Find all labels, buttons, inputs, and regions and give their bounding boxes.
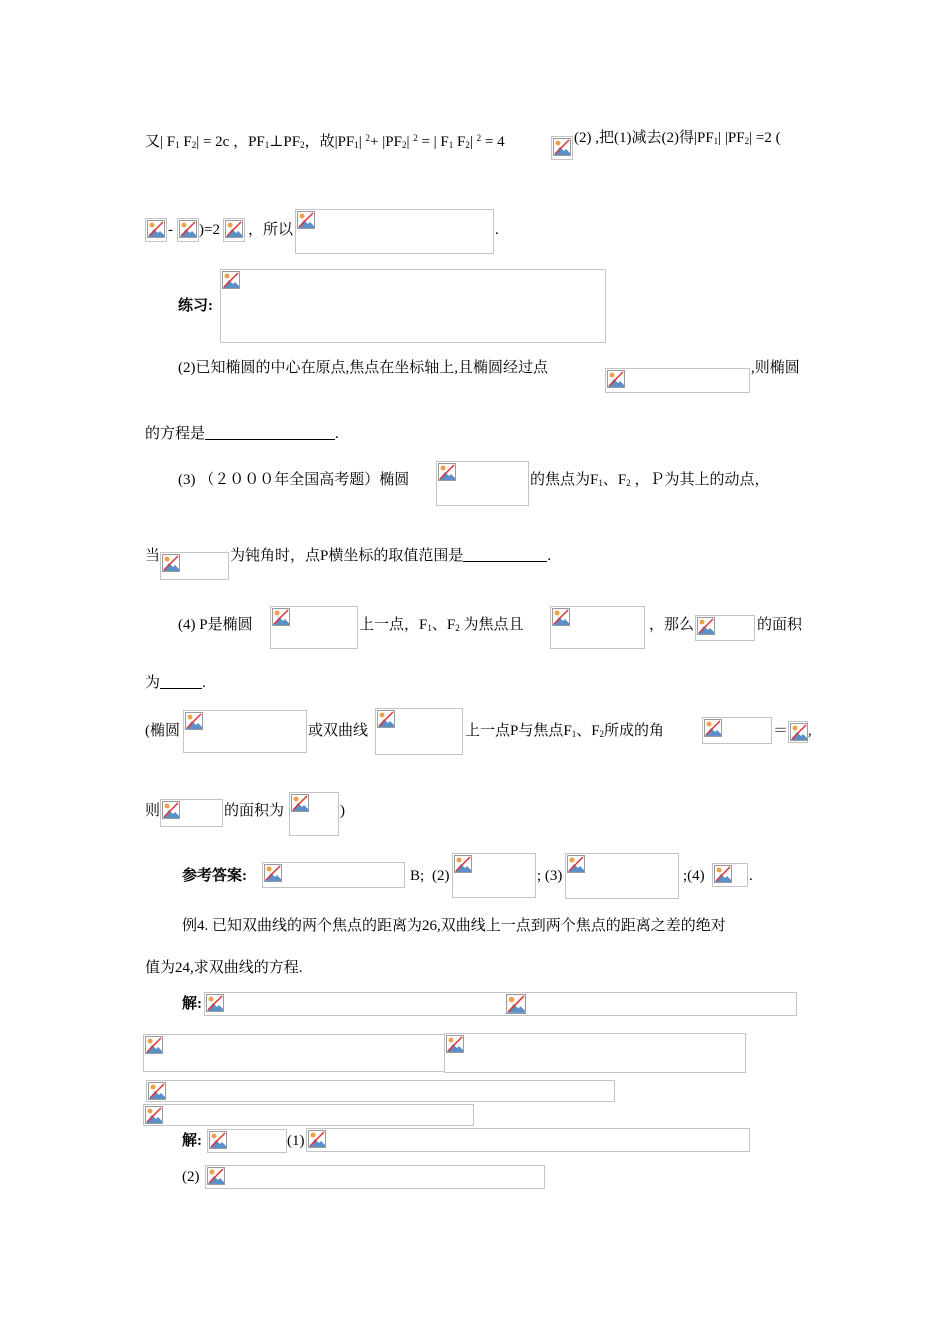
answers-p3: ; (3) [537, 868, 563, 884]
answer-blank [160, 674, 202, 689]
broken-image-icon [308, 1130, 326, 1148]
formula-image [177, 218, 199, 242]
q2-tail: ,则椭圆 [751, 360, 800, 376]
broken-image-icon [209, 1131, 227, 1149]
note-text-b: 或双曲线 [308, 723, 369, 739]
broken-image-icon [179, 220, 197, 238]
formula-image [220, 269, 606, 343]
formula-image [204, 992, 797, 1016]
formula-image [270, 606, 358, 649]
comma: , [808, 723, 812, 739]
note-text-g: 的面积为 [224, 803, 285, 819]
q3-when: 当 [145, 548, 161, 564]
example4-line1: 例4. 已知双曲线的两个焦点的距离为26,双曲线上一点到两个焦点的距离之差的绝对 [182, 918, 726, 934]
formula-image [160, 552, 229, 580]
answers-label: 参考答案: [182, 868, 247, 884]
equals-text: )=2 [199, 222, 220, 238]
note-text: (椭圆 [145, 723, 180, 739]
broken-image-icon [438, 463, 456, 481]
equals-sign: ＝ [773, 723, 789, 739]
q3-text-b: 的焦点为$F_1$、$F_2$ ，Ｐ为其上的动点， [530, 472, 770, 488]
solution-p1: (1) [287, 1133, 305, 1149]
formula-image [262, 862, 405, 888]
formula-image [436, 461, 529, 506]
q4-text: (4) P是椭圆 [178, 617, 253, 633]
broken-image-icon [272, 608, 290, 626]
q4-text-g: 为 . [145, 675, 206, 691]
formula-image [452, 853, 536, 898]
broken-image-icon [553, 138, 571, 156]
broken-image-icon [377, 710, 395, 728]
answers-p4: ;(4) [683, 868, 705, 884]
formula-image [551, 136, 573, 160]
broken-image-icon [148, 1082, 166, 1100]
so-text: ，所以 [248, 222, 294, 238]
practice-label: 练习: [178, 298, 213, 314]
broken-image-icon [297, 211, 315, 229]
q3-text-f: 为钝角时，点P横坐标的取值范围是 . [230, 548, 552, 564]
broken-image-icon [697, 617, 715, 635]
broken-image-icon [206, 994, 224, 1012]
formula-image [702, 717, 772, 744]
answers-b: B; [410, 868, 425, 884]
q2-text-2: 的方程是 . [145, 426, 339, 442]
formula-image [375, 708, 463, 755]
note-text-c: 上一点P与焦点$F_1$、$F_2$所成的角 [465, 723, 665, 739]
solution-p2: (2) [182, 1169, 200, 1185]
broken-image-icon [185, 712, 203, 730]
broken-image-icon [506, 994, 526, 1014]
solution-label: 解: [182, 996, 202, 1012]
broken-image-icon [162, 554, 180, 572]
answers-end: . [749, 868, 753, 884]
formula-image [550, 606, 645, 649]
broken-image-icon [552, 608, 570, 626]
formula-image [143, 1104, 474, 1126]
text-line-1-cont: (2) ,把(1)减去(2)得$|PF_1|$ $|PF_2| =2$ ( [574, 130, 781, 146]
formula-image [605, 368, 750, 393]
formula-image [160, 799, 223, 827]
broken-image-icon [147, 220, 165, 238]
broken-image-icon [714, 865, 732, 883]
broken-image-icon [145, 1036, 163, 1054]
broken-image-icon [145, 1106, 163, 1124]
formula-image [712, 863, 748, 887]
broken-image-icon [264, 864, 282, 882]
broken-image-icon [704, 719, 722, 737]
formula-image [223, 218, 245, 242]
broken-image-icon [446, 1035, 464, 1053]
formula-image [146, 1080, 615, 1102]
formula-image [306, 1128, 750, 1152]
note-text-f: 则 [145, 803, 161, 819]
broken-image-icon [567, 855, 585, 873]
q4-text-e: ，那么 [649, 617, 695, 633]
q2-text: (2)已知椭圆的中心在原点,焦点在坐标轴上,且椭圆经过点 [178, 360, 548, 376]
answer-blank [205, 425, 335, 440]
q4-text-f: 的面积 [757, 617, 803, 633]
broken-image-icon [162, 801, 180, 819]
text-line-1: 又| $F_1$ $F_2| = 2c$ ，$PF_1\perp PF_2$，故$|PF_1|$ $^2+ |PF_2|$ $^2$ = | $F_1$ $F_2|$ $^2$ = 4 [145, 133, 505, 150]
broken-image-icon [454, 855, 472, 873]
formula-image [145, 218, 167, 242]
close-paren: ) [340, 803, 345, 819]
broken-image-icon [790, 723, 808, 741]
broken-image-icon [291, 794, 309, 812]
example4-line2: 值为24,求双曲线的方程. [145, 960, 303, 976]
q3-text: (3) （２０００年全国高考题）椭圆 [178, 472, 410, 488]
period: . [495, 222, 499, 238]
answer-blank [463, 547, 547, 562]
formula-image [444, 1033, 746, 1073]
broken-image-icon [207, 1167, 225, 1185]
broken-image-icon [222, 271, 240, 289]
formula-image [289, 792, 339, 836]
formula-image [565, 853, 679, 899]
formula-image [183, 710, 307, 753]
formula-image [207, 1129, 287, 1153]
broken-image-icon [607, 370, 625, 388]
solution-label-2: 解: [182, 1133, 202, 1149]
minus-sign: - [168, 222, 173, 238]
formula-image [205, 1165, 545, 1189]
answers-p2: (2) [432, 868, 450, 884]
formula-image [295, 209, 494, 254]
formula-image [143, 1034, 445, 1072]
formula-image [788, 721, 808, 743]
broken-image-icon [225, 220, 243, 238]
q4-text-b: 上一点，$F_1$、$F_2$ 为焦点且 [359, 617, 524, 633]
formula-image [695, 615, 755, 641]
